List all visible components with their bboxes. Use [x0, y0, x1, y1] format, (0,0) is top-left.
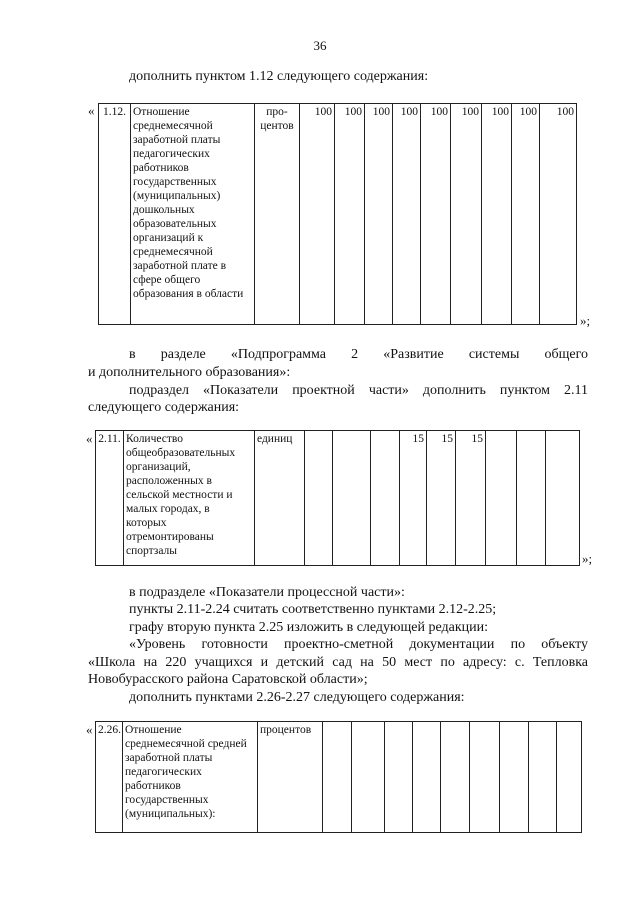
- indicator-name: Количество общеобразовательных организаций, расположенных в сельской местности и малых городах, в которых отремонтированы спортзалы: [124, 431, 255, 566]
- open-quote: «: [86, 431, 93, 446]
- value-cell: [486, 431, 517, 566]
- close-quote: »;: [582, 551, 593, 566]
- paragraph-renumber-items: пункты 2.11-2.24 считать соответственно пунктами 2.12-2.25;: [129, 602, 497, 617]
- close-quote: »;: [580, 313, 591, 328]
- paragraph-add-item-1-12: дополнить пунктом 1.12 следующего содержания:: [129, 69, 429, 84]
- value-cell: 100: [540, 104, 577, 325]
- table-row: [96, 431, 580, 566]
- paragraph-add-items-2-26: дополнить пунктами 2.26-2.27 следующего содержания:: [129, 690, 465, 705]
- value-cell: [557, 722, 582, 833]
- page-number: 36: [313, 38, 327, 53]
- table-row: [96, 722, 582, 833]
- paragraph-quote-line1: «Уровень готовности проектно-сметной документации по объекту: [129, 637, 588, 652]
- table-item-2-11: [95, 430, 580, 566]
- value-cell: 15: [456, 431, 486, 566]
- value-cell: 100: [421, 104, 451, 325]
- paragraph-process-subsection: в подразделе «Показатели процессной части»:: [129, 585, 405, 600]
- value-cell: 100: [393, 104, 421, 325]
- open-quote: «: [86, 722, 93, 737]
- value-cell: 100: [300, 104, 335, 325]
- value-cell: 15: [427, 431, 456, 566]
- indicator-name: Отношение среднемесячной средней заработной платы педагогических работников государственных (муниципальных):: [123, 722, 258, 833]
- value-cell: [352, 722, 385, 833]
- indicator-name: Отношение среднемесячной заработной платы педагогических работников государственных (муниципальных) дошкольных образовательных организаций к среднемесячной заработной плате в сфере общего образования в области: [131, 104, 255, 325]
- value-cell: [413, 722, 441, 833]
- unit-cell: единиц: [255, 431, 305, 566]
- value-cell: 100: [335, 104, 365, 325]
- unit-cell: процентов: [258, 722, 323, 833]
- paragraph-quote-line3: Новобурасского района Саратовской области»;: [88, 672, 368, 687]
- value-cell: [517, 431, 546, 566]
- paragraph-column-two: графу вторую пункта 2.25 изложить в следующей редакции:: [129, 620, 489, 635]
- value-cell: [500, 722, 529, 833]
- value-cell: [371, 431, 400, 566]
- value-cell: 100: [482, 104, 512, 325]
- table-item-2-26: [95, 721, 582, 833]
- paragraph-quote-line2: «Школа на 220 учащихся и детский сад на 50 мест по адресу: с. Тепловка: [88, 655, 588, 670]
- paragraph-section-line1: в разделе «Подпрограмма 2 «Развитие системы общего: [129, 347, 588, 362]
- row-number: 1.12.: [99, 104, 131, 325]
- open-quote: «: [88, 103, 95, 118]
- row-number: 2.26.: [96, 722, 123, 833]
- value-cell: [305, 431, 333, 566]
- value-cell: [385, 722, 413, 833]
- value-cell: 100: [512, 104, 540, 325]
- paragraph-subsection-line2: следующего содержания:: [88, 400, 240, 415]
- value-cell: 100: [365, 104, 393, 325]
- table-row: [99, 104, 577, 325]
- row-number: 2.11.: [96, 431, 124, 566]
- value-cell: [470, 722, 500, 833]
- value-cell: [546, 431, 580, 566]
- value-cell: [333, 431, 371, 566]
- value-cell: 100: [451, 104, 482, 325]
- table-item-1-12: [98, 103, 577, 325]
- value-cell: [323, 722, 352, 833]
- value-cell: [441, 722, 470, 833]
- unit-cell: про-центов: [255, 104, 300, 325]
- value-cell: [529, 722, 557, 833]
- paragraph-section-line2: и дополнительного образования»:: [88, 365, 291, 380]
- paragraph-subsection-line1: подраздел «Показатели проектной части» дополнить пунктом 2.11: [129, 383, 588, 398]
- value-cell: 15: [400, 431, 427, 566]
